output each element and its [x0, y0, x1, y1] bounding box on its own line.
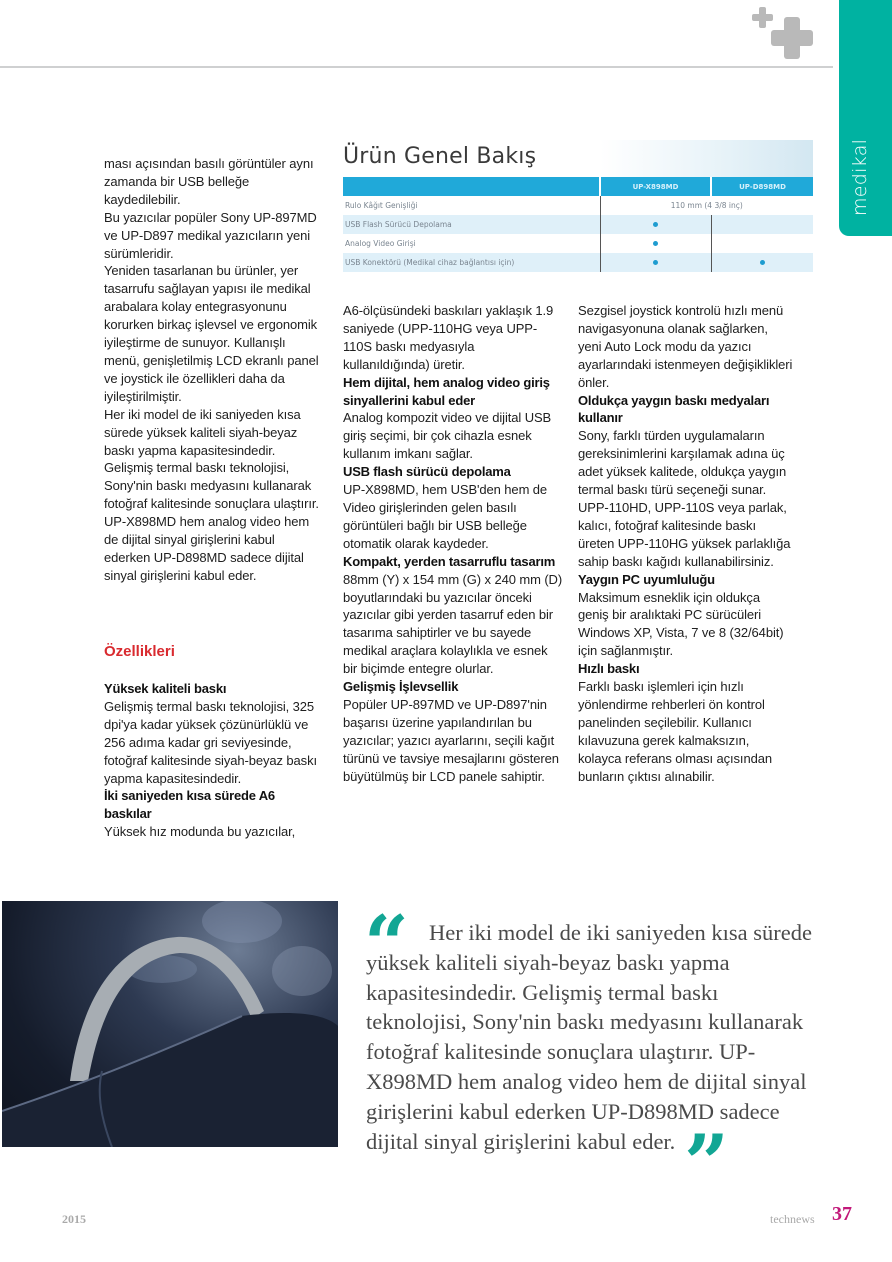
row-label: USB Konektörü (Medikal cihaz bağlantısı için): [343, 253, 600, 272]
row-label: Rulo Kâğıt Genişliği: [345, 201, 418, 210]
table-row: [343, 196, 813, 215]
row-label: Analog Video Girişi: [345, 239, 416, 248]
paragraph: Yeniden tasarlanan bu ürünler, yer tasarrufu sağlayan yapısı ile medikal arabalara kolay entegrasyonunu korurken birkaç işlevsel ve ergonomik iyileştirme de sunuyor. Kullanışlı menü, genişletilmiş LCD ekranlı panel ve joystick ile özellikleri daha da iyileştirilmiştir.: [104, 263, 319, 404]
pull-quote: [364, 899, 816, 1156]
article-column-1-features: [104, 680, 319, 841]
section-tab-label: medikal: [849, 138, 871, 216]
table-row: [343, 215, 813, 234]
paragraph: 88mm (Y) x 154 mm (G) x 240 mm (D) boyutlarındaki bu yazıcılar önceki yazıcılar gibi yerden tasarruf eden bir tasarıma sahiptirler ve bu sayede medikal araçlara kolaylıkla ve esnek bir biçimde entegre olurlar.: [343, 571, 563, 677]
subheading: Oldukça yaygın baskı medyaları kullanır: [578, 392, 770, 426]
header-divider: [0, 66, 833, 68]
section-tab: [839, 0, 892, 236]
pull-quote-text: Her iki model de iki saniyeden kısa sürede yüksek kaliteli siyah-beyaz baskı yapma kapasitesindedir. Gelişmiş termal baskı teknolojisi, Sony'nin baskı medyasını kullanarak fotoğraf kalitesinde sonuçlara ulaştırır. UP-X898MD hem analog video hem de dijital sinyal girişlerini kabul ederken UP-D898MD sadece dijital sinyal girişlerini kabul eder.: [366, 920, 813, 1154]
article-column-1: [104, 155, 319, 585]
cell-d898: [711, 253, 813, 272]
paragraph: ması açısından basılı görüntüler aynı zamanda bir USB belleğe kaydedilebilir.: [104, 156, 314, 207]
paragraph: A6-ölçüsündeki baskıları yaklaşık 1.9 saniyede (UPP-110HG veya UPP-110S baskı medyasıyla kullanıldığında) üretir.: [343, 303, 554, 372]
overview-title: Ürün Genel Bakış: [343, 144, 537, 169]
check-dot-icon: [653, 260, 658, 265]
table-row: [343, 253, 813, 272]
paragraph: Bu yazıcılar popüler Sony UP-897MD ve UP-D897 medikal yazıcıların yeni sürümleridir.: [104, 209, 317, 261]
photo-illustration: [2, 901, 338, 1147]
subheading: Yüksek kaliteli baskı: [104, 681, 227, 696]
paragraph: Sony, farklı türden uygulamaların gereksinimlerini karşılamak adına üç adet yüksek kalitede, oldukça yaygın termal baskı türü seçeneği sunar. UPP-110HD, UPP-110S veya parlak, kalıcı, fotoğraf kalitesinde baskı üreten UPP-110HG yüksek parlaklığa sahip baskı kağıdı kullanabilirsiniz.: [578, 428, 791, 569]
cell-d898: [711, 215, 813, 234]
check-dot-icon: [653, 241, 658, 246]
table-header-cell: UP-X898MD: [600, 177, 711, 196]
steering-wheel-photo: [2, 901, 338, 1147]
subheading: USB flash sürücü depolama: [343, 464, 511, 480]
subheading: Kompakt, yerden tasarruflu tasarım: [343, 553, 556, 569]
subheading: Yaygın PC uyumluluğu: [578, 571, 715, 587]
paragraph: Yüksek hız modunda bu yazıcılar,: [104, 824, 296, 840]
cell-d898: [711, 234, 813, 253]
features-heading: Özellikleri: [104, 643, 175, 660]
subheading: Hızlı baskı: [578, 661, 640, 677]
paragraph: Gelişmiş termal baskı teknolojisi, 325 dpi'ya kadar yüksek çözünürlüklü ve 256 adıma kadar gri seviyesinde, fotoğraf kalitesinde siyah-beyaz baskı yapma kapasitesindedir.: [104, 698, 317, 786]
paragraph: Farklı baskı işlemleri için hızlı yönlendirme rehberleri ön kontrol panelinden seçilebilir. Kullanıcı kılavuzuna gerek kalmaksızın, kolayca referans olması açısından bunların çıktısı alınabilir.: [578, 679, 772, 784]
footer-year: 2015: [62, 1212, 86, 1226]
subheading: Gelişmiş İşlevsellik: [343, 679, 459, 695]
cell-x898: [600, 215, 711, 234]
check-dot-icon: [653, 222, 658, 227]
table-row: [343, 234, 813, 253]
product-overview: [343, 140, 813, 272]
plus-icon: [752, 7, 773, 28]
paragraph: Popüler UP-897MD ve UP-D897'nin başarısı üzerine yapılandırılan bu yazıcılar; yazıcı ayarlarını, seçili kağıt türünü ve tavsiye mesajlarını gösteren büyütülmüş bir LCD panele sahiptir.: [343, 696, 559, 784]
article-column-3: [578, 302, 793, 785]
row-label: USB Flash Sürücü Depolama: [343, 215, 600, 234]
paragraph: UP-X898MD, hem USB'den hem de Video girişlerinden gelen basılı görüntüleri bağlı bir USB belleğe otomatik olarak kaydeder.: [343, 482, 548, 551]
paragraph: Sezgisel joystick kontrolü hızlı menü navigasyonuna olanak sağlarken, yeni Auto Lock modu da yazıcı ayarlarındaki istenmeyen değişiklikleri önler.: [578, 303, 793, 390]
page-number: 37: [832, 1203, 852, 1225]
paragraph: Her iki model de iki saniyeden kısa sürede yüksek kaliteli siyah-beyaz baskı yapma kapasitesindedir. Gelişmiş termal baskı teknolojisi, Sony'nin baskı medyasını kullanarak fotoğraf kalitesinde sonuçlara ulaştırır. UP-X898MD hem analog video hem de dijital sinyal girişlerini kabul ederken UP-D898MD sadece dijital sinyal girişlerini kabul eder.: [104, 406, 319, 583]
paragraph: Maksimum esneklik için oldukça geniş bir aralıktaki PC sürücüleri Windows XP, Vista, 7 ve 8 (32/64bit) için sağlanmıştır.: [578, 589, 784, 659]
overview-table: [343, 177, 813, 272]
close-quote-icon: ”: [684, 1118, 729, 1209]
footer-brand: technews: [770, 1212, 815, 1226]
article-column-2: [343, 302, 563, 785]
subheading: Hem dijital, hem analog video giriş sinyallerini kabul eder: [343, 374, 550, 408]
table-header-cell: UP-D898MD: [711, 177, 813, 196]
table-header-cell: [343, 177, 600, 196]
cell-x898: [600, 234, 711, 253]
table-header-row: [343, 177, 813, 196]
cell-x898: [600, 253, 711, 272]
plus-icon: [771, 17, 813, 59]
row-value: 110 mm (4 3/8 inç): [600, 196, 813, 215]
check-dot-icon: [760, 260, 765, 265]
subheading: İki saniyeden kısa sürede A6 baskılar: [104, 788, 275, 822]
open-quote-icon: “: [364, 899, 409, 990]
paragraph: Analog kompozit video ve dijital USB giriş seçimi, bir çok cihazla esnek kullanım imkanı sağlar.: [343, 410, 552, 462]
